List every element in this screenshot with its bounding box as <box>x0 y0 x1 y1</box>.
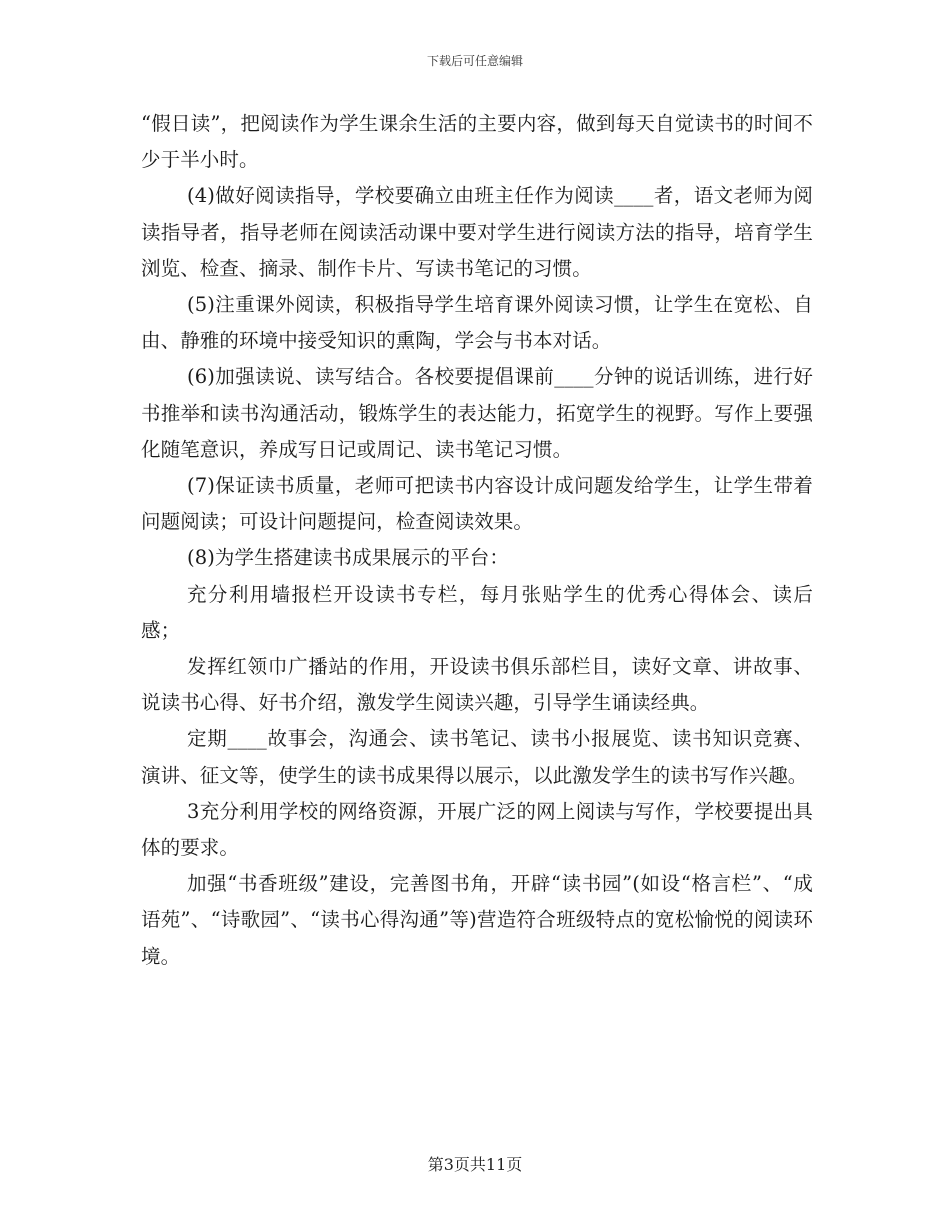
page-header: 下载后可任意编辑 <box>426 54 523 68</box>
paragraph-11: 加强“书香班级”建设，完善图书角，开辟“读书园”(如设“格言栏”、“成语苑”、“诗歌园”、“读书心得沟通”等)营造符合班级特点的宽松愉悦的阅读环境。 <box>141 872 814 968</box>
paragraph-5: (7)保证读书质量，老师可把读书内容设计成问题发给学生，让学生带着问题阅读；可设计问题提问，检查阅读效果。 <box>141 474 813 534</box>
paragraph-1: “假日读”，把阅读作为学生课余生活的主要内容，做到每天自觉读书的时间不少于半小时。 <box>141 112 813 172</box>
paragraph-4: (6)加强读说、读写结合。各校要提倡课前____分钟的说话训练，进行好书推举和读书沟通活动，锻炼学生的表达能力，拓宽学生的视野。写作上要强化随笔意识，养成写日记或周记、读书笔记习惯。 <box>141 365 813 461</box>
paragraph-8: 发挥红领巾广播站的作用，开设读书俱乐部栏目，读好文章、讲故事、说读书心得、好书介绍，激发学生阅读兴趣，引导学生诵读经典。 <box>141 655 813 715</box>
paragraph-6: (8)为学生搭建读书成果展示的平台： <box>187 546 509 570</box>
paragraph-9: 定期____故事会，沟通会、读书笔记、读书小报展览、读书知识竞赛、演讲、征文等，使学生的读书成果得以展示，以此激发学生的读书写作兴趣。 <box>141 727 813 787</box>
page-number: 第3页共11页 <box>427 1155 523 1174</box>
paragraph-10: 3充分利用学校的网络资源，开展广泛的网上阅读与写作，学校要提出具体的要求。 <box>141 799 813 860</box>
paragraph-7: 充分利用墙报栏开设读书专栏，每月张贴学生的优秀心得体会、读后感； <box>141 582 813 642</box>
document-body <box>141 106 813 975</box>
paragraph-2: (4)做好阅读指导，学校要确立由班主任作为阅读____者，语文老师为阅读指导者，指导老师在阅读活动课中要对学生进行阅读方法的指导，培育学生浏览、检查、摘录、制作卡片、写读书笔记的习惯。 <box>141 184 813 280</box>
paragraph-3: (5)注重课外阅读，积极指导学生培育课外阅读习惯，让学生在宽松、自由、静雅的环境中接受知识的熏陶，学会与书本对话。 <box>141 293 813 353</box>
